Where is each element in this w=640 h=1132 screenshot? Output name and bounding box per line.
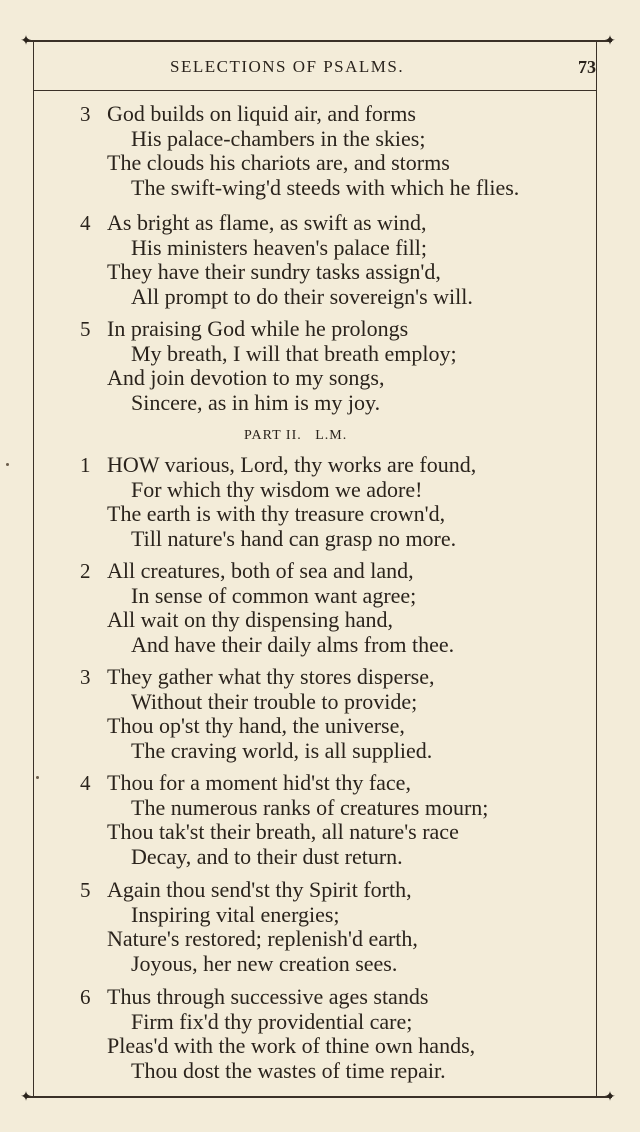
header-underline-rule <box>34 90 596 91</box>
verse-line: Sincere, as in him is my joy. <box>131 389 381 415</box>
verse-line: Thou op'st thy hand, the universe, <box>107 713 405 738</box>
verse-line: And join devotion to my songs, <box>107 365 385 390</box>
ornament-bottom-left-icon: ✦ <box>20 1089 32 1105</box>
verse-line: All wait on thy dispensing hand, <box>107 607 393 632</box>
verse-number: 4 <box>80 771 91 795</box>
verse-line: Joyous, her new creation sees. <box>131 950 398 976</box>
verse-number: 3 <box>80 665 91 689</box>
verse-number: 3 <box>80 102 91 126</box>
verse-number: 5 <box>80 317 91 341</box>
bottom-border-rule <box>26 1096 612 1098</box>
verse-line: God builds on liquid air, and forms <box>107 101 416 126</box>
part-heading: PART II. L.M. <box>244 428 348 443</box>
verse-line: Thou for a moment hid'st thy face, <box>107 770 411 795</box>
ornament-bottom-right-icon: ✦ <box>604 1089 616 1105</box>
verse-number: 1 <box>80 453 91 477</box>
verse-line: The craving world, is all supplied. <box>131 737 433 763</box>
verse-line: All creatures, both of sea and land, <box>107 558 414 583</box>
verse-line: The numerous ranks of creatures mourn; <box>131 794 489 820</box>
verse-line: Decay, and to their dust return. <box>131 843 403 869</box>
verse-line: Thus through successive ages stands <box>107 984 429 1009</box>
verse-line: Inspiring vital energies; <box>131 901 340 927</box>
running-header-title: SELECTIONS OF PSALMS. <box>170 57 405 76</box>
left-border-rule <box>33 41 34 1096</box>
verse-line: The clouds his chariots are, and storms <box>107 150 450 175</box>
paper-speck <box>6 463 9 466</box>
verse-line: In sense of common want agree; <box>131 582 417 608</box>
verse-line: His ministers heaven's palace fill; <box>131 234 427 260</box>
verse-line: And have their daily alms from thee. <box>131 631 455 657</box>
verse-line: Without their trouble to provide; <box>131 688 418 714</box>
verse-number: 2 <box>80 559 91 583</box>
right-border-rule <box>596 41 597 1096</box>
verse-line: Till nature's hand can grasp no more. <box>131 525 457 551</box>
verse-line: The swift-wing'd steeds with which he flies. <box>131 174 520 200</box>
top-border-rule <box>26 40 612 42</box>
ornament-top-left-icon: ✦ <box>20 33 32 49</box>
verse-line: His palace-chambers in the skies; <box>131 125 426 151</box>
verse-line: Pleas'd with the work of thine own hands, <box>107 1033 476 1058</box>
verse-line: As bright as flame, as swift as wind, <box>107 210 427 235</box>
verse-line: The earth is with thy treasure crown'd, <box>107 501 446 526</box>
verse-line: Thou tak'st their breath, all nature's race <box>107 819 459 844</box>
verse-number: 4 <box>80 211 91 235</box>
verse-line: My breath, I will that breath employ; <box>131 340 457 366</box>
verse-line: Again thou send'st thy Spirit forth, <box>107 877 412 902</box>
verse-line: HOW various, Lord, thy works are found, <box>107 452 477 477</box>
ornament-top-right-icon: ✦ <box>604 33 616 49</box>
verse-line: Thou dost the wastes of time repair. <box>131 1057 446 1083</box>
verse-number: 5 <box>80 878 91 902</box>
page-number: 73 <box>578 57 596 77</box>
paper-speck <box>36 776 39 779</box>
verse-line: They have their sundry tasks assign'd, <box>107 259 441 284</box>
verse-line: They gather what thy stores disperse, <box>107 664 435 689</box>
verse-line: Firm fix'd thy providential care; <box>131 1008 413 1034</box>
verse-line: All prompt to do their sovereign's will. <box>131 283 473 309</box>
verse-line: In praising God while he prolongs <box>107 316 409 341</box>
verse-line: For which thy wisdom we adore! <box>131 476 423 502</box>
verse-line: Nature's restored; replenish'd earth, <box>107 926 418 951</box>
verse-number: 6 <box>80 985 91 1009</box>
